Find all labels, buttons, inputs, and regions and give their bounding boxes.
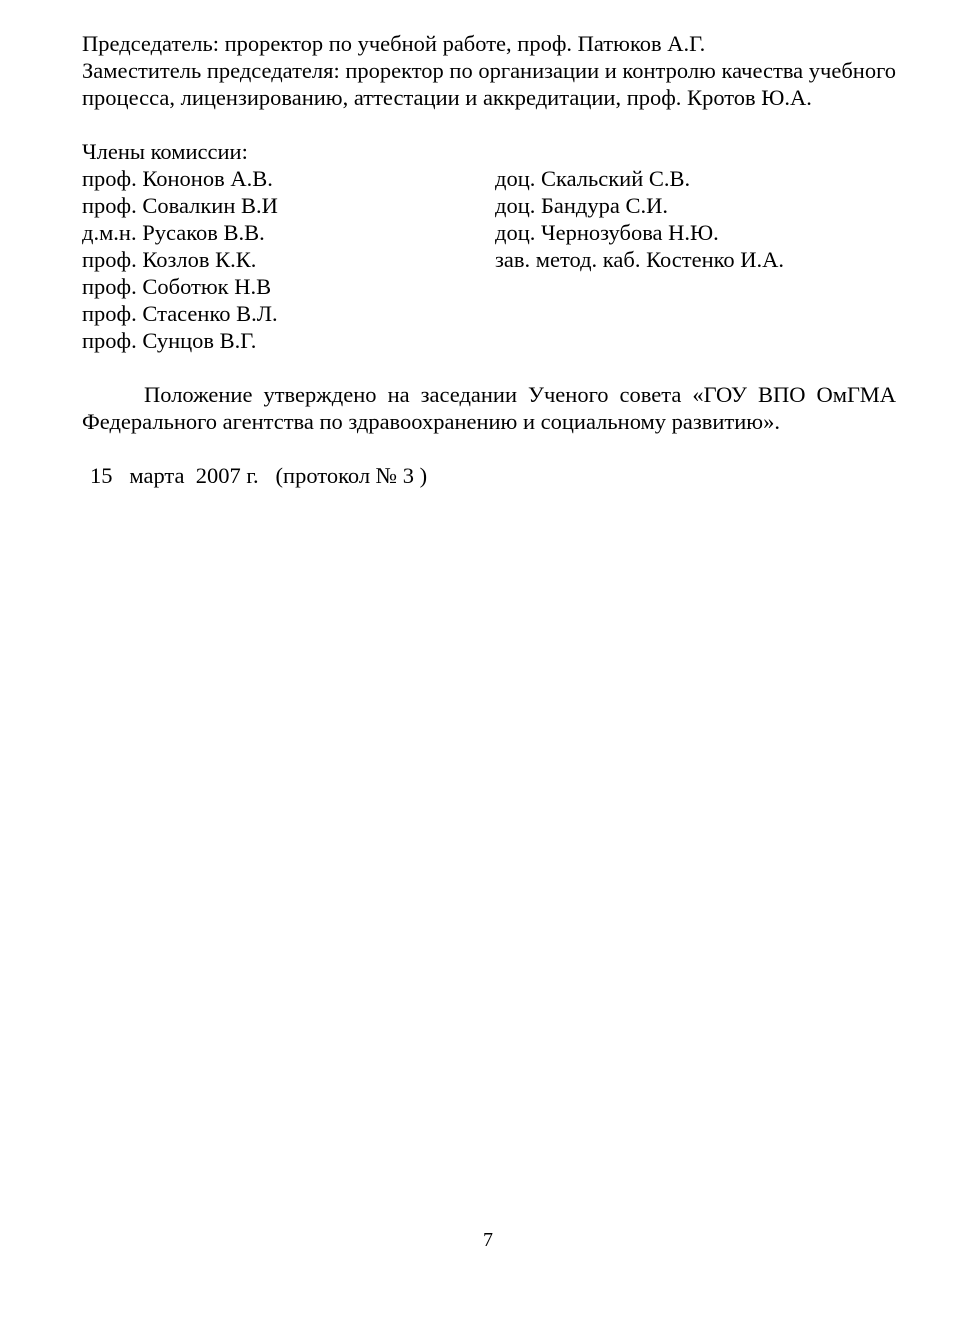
members-list-left	[82, 165, 462, 354]
member-item: проф. Стасенко В.Л.	[82, 301, 278, 326]
members-list-right	[495, 165, 915, 273]
member-item: проф. Козлов К.К.	[82, 247, 257, 272]
member-item: доц. Бандура С.И.	[495, 193, 669, 218]
member-item: проф. Совалкин В.И	[82, 193, 278, 218]
member-item: доц. Чернозубова Н.Ю.	[495, 220, 719, 245]
member-item: проф. Сунцов В.Г.	[82, 328, 257, 353]
chairman-line: Председатель: проректор по учебной работе, проф. Патюков А.Г.	[82, 31, 706, 56]
page-number: 7	[483, 1229, 493, 1251]
member-item: зав. метод. каб. Костенко И.А.	[495, 247, 785, 272]
members-heading: Члены комиссии:	[82, 139, 248, 164]
member-item: проф. Кононов А.В.	[82, 166, 273, 191]
member-item: д.м.н. Русаков В.В.	[82, 220, 265, 245]
approval-paragraph: Положение утверждено на заседании Ученого совета «ГОУ ВПО ОмГМА Федерального агентства по здравоохранению и социальному развитию».	[82, 382, 896, 434]
member-item: проф. Соботюк Н.В	[82, 274, 272, 299]
approval-date-line: 15 марта 2007 г. (протокол № 3 )	[90, 463, 428, 488]
deputy-chairman-paragraph: Заместитель председателя: проректор по организации и контролю качества учебного процесса, лицензированию, аттестации и аккредитации, проф. Кротов Ю.А.	[82, 58, 896, 110]
member-item: доц. Скальский С.В.	[495, 166, 691, 191]
